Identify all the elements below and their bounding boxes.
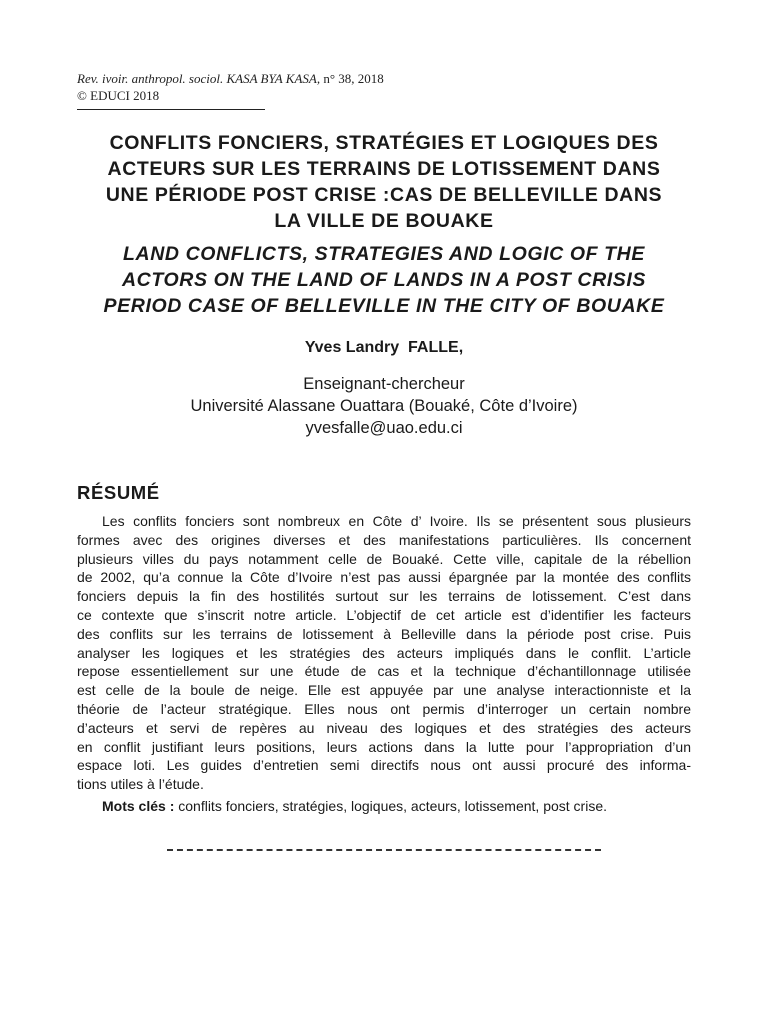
title-english-line: ACTORS ON THE LAND OF LANDS IN A POST CRISIS (121, 269, 647, 291)
author-role: Enseignant-chercheur (303, 375, 465, 393)
resume-line: repose essentiellement sur une étude de cas et la technique d’échantillonnage utilisée (77, 663, 691, 680)
author-affiliation (0, 373, 768, 439)
resume-line: espace loti. Les guides d’entretien semi directifs nous ont aussi procuré des informa- (77, 757, 691, 774)
resume-line: Les conflits fonciers sont nombreux en Côte d’ Ivoire. Ils se présentent sous plusieurs (102, 513, 691, 529)
title-french (60, 130, 708, 234)
resume-line: de 2002, qu’a connue la Côte d’Ivoire n’est pas aussi épargnée par la montée des conflits (77, 569, 691, 586)
title-english-line: LAND CONFLICTS, STRATEGIES AND LOGIC OF THE (123, 243, 645, 265)
journal-copyright: © EDUCI 2018 (77, 88, 160, 103)
title-english-line: PERIOD CASE OF BELLEVILLE IN THE CITY OF BOUAKE (103, 295, 665, 317)
resume-heading: RÉSUMÉ (77, 482, 160, 503)
resume-line: ce contexte que s’inscrit notre article. L’objectif de cet article est d’identifier les facteurs (77, 606, 691, 623)
author-institution: Université Alassane Ouattara (Bouaké, Côte d’Ivoire) (190, 397, 578, 415)
resume-line: d’acteurs et servi de repères au niveau des logiques et des stratégies des acteurs (77, 719, 691, 736)
resume-line: en conflit justifiant leurs positions, leurs actions dans la lutte pour l’appropriation d’un (77, 738, 691, 755)
keywords-line (102, 797, 702, 816)
resume-line: est celle de la boule de neige. Elle est appuyée par une analyse interactionniste et la (77, 682, 691, 699)
title-french-line: LA VILLE DE BOUAKE (274, 210, 494, 232)
resume-line: théorie de l’acteur stratégique. Elles nous ont permis d’interroger un certain nombre (77, 700, 691, 717)
keywords-label: Mots clés : (102, 798, 175, 814)
dashed-separator (167, 849, 601, 851)
resume-line: formes avec des origines diverses et des manifestations particulières. Ils concernent (77, 531, 691, 548)
title-french-line: CONFLITS FONCIERS, STRATÉGIES ET LOGIQUES DES (109, 132, 659, 154)
author-name: Yves Landry FALLE, (304, 339, 464, 356)
resume-line: fonciers depuis la fin des hostilités surtout sur les terrains de lotissement. C’est dans (77, 588, 691, 605)
journal-citation-line (77, 70, 497, 87)
resume-line: analyser les logiques et les stratégies des acteurs impliqués dans le conflit. L’article (77, 644, 691, 661)
journal-header (77, 70, 497, 110)
resume-body (77, 512, 691, 794)
title-french-line: UNE PÉRIODE POST CRISE :CAS DE BELLEVILLE DANS (105, 184, 663, 206)
resume-line: tions utiles à l’étude. (77, 776, 204, 793)
resume-line: des conflits sur les terrains de lotissement à Belleville dans la période post crise. Puis (77, 625, 691, 642)
title-french-line: ACTEURS SUR LES TERRAINS DE LOTISSEMENT DANS (107, 158, 661, 180)
header-rule (77, 109, 265, 110)
title-english (60, 241, 708, 319)
author-email: yvesfalle@uao.edu.ci (305, 419, 463, 437)
journal-issue: n° 38, 2018 (320, 71, 384, 86)
resume-line: plusieurs villes du pays notamment celle de Bouaké. Cette ville, capitale de la rébellion (77, 550, 691, 567)
journal-citation: Rev. ivoir. anthropol. sociol. KASA BYA KASA, (77, 71, 321, 86)
keywords-list: conflits fonciers, stratégies, logiques, acteurs, lotissement, post crise. (174, 798, 607, 814)
